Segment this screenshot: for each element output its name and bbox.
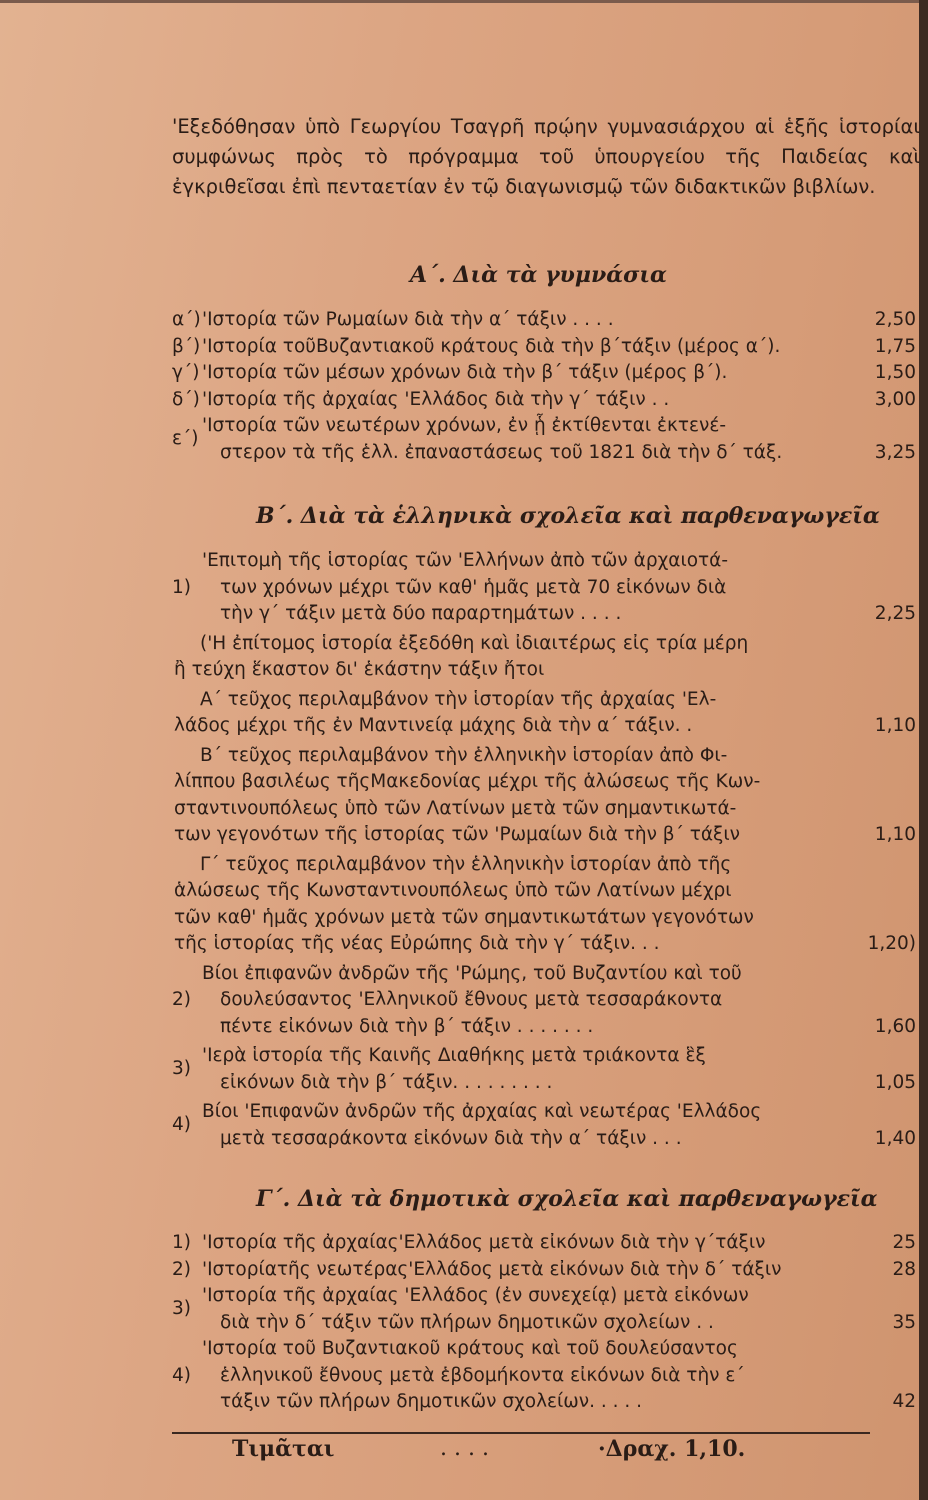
item-text-line: ἁλώσεως τῆς Κωνσταντινουπόλεως ὑπὸ τῶν Λατίνων μέχρι — [174, 880, 732, 901]
item-text-line: τῆς ἱστορίας τῆς νέας Εὐρώπης διὰ τὴν γ΄ τάξιν. . . — [174, 933, 660, 954]
item-text-line: διὰ τὴν δ΄ τάξιν τῶν πλήρων δημοτικῶν σχολείων . . — [220, 1311, 714, 1333]
item-text-line: Γ΄ τεῦχος περιλαμβάνον τὴν ἑλληνικὴν ἱστορίαν ἀπὸ τῆς — [200, 853, 732, 875]
list-item — [172, 854, 916, 960]
item-price: 3,00 — [874, 388, 916, 410]
item-price: 2,50 — [874, 309, 916, 330]
item-text-line: δουλεύσαντος 'Ελληνικοῦ ἔθνους μετὰ τεσσαράκοντα — [220, 989, 723, 1010]
item-text-line: των γεγονότων τῆς ἱστορίας τῶν 'Ρωμαίων διὰ τὴν β΄ τάξιν — [174, 824, 740, 845]
list-item — [172, 362, 916, 389]
item-text-line: των χρόνων μέχρι τῶν καθ' ἡμᾶς μετὰ 70 εἰκόνων διὰ — [220, 576, 727, 598]
list-item — [172, 745, 916, 851]
item-text-line: 'Ιστορία τῆς ἀρχαίας'Ελλάδος μετὰ εἰκόνων διὰ τὴν γ΄τάξιν — [202, 1232, 766, 1253]
item-text-line: ('Η ἐπίτομος ἱστορία ἐξεδόθη καὶ ἰδιαιτέρως εἰς τρία μέρη — [200, 632, 749, 654]
list-item — [172, 309, 916, 336]
item-text-line: Βίοι ἐπιφανῶν ἀνδρῶν τῆς 'Ρώμης, τοῦ Βυζαντίου καὶ τοῦ — [202, 962, 742, 984]
item-text-line: τάξιν τῶν πλήρων δημοτικῶν σχολείων. . . . . — [220, 1391, 643, 1412]
item-text-line: λάδος μέχρι τῆς ἐν Μαντινείᾳ μάχης διὰ τὴν α΄ τάξιν. . — [174, 715, 693, 736]
item-text-line: Β΄ τεῦχος περιλαμβάνον τὴν ἑλληνικὴν ἱστορίαν ἀπὸ Φι- — [200, 744, 728, 766]
list-item — [172, 1338, 916, 1418]
list-item — [172, 633, 916, 686]
item-text-line: τὴν γ΄ τάξιν μετὰ δύο παραρτημάτων . . . . — [220, 603, 622, 624]
item-text-line: 'Ιστορία τῆς ἀρχαίας 'Ελλάδος διὰ τὴν γ΄ τάξιν . . — [202, 388, 670, 410]
item-price: 28 — [892, 1258, 916, 1280]
item-number: 2) — [172, 989, 191, 1010]
item-text-line: λίππου βασιλέως τῆςΜακεδονίας μέχρι τῆς ἁλώσεως τῆς Κων- — [174, 771, 761, 792]
item-price: 1,50 — [874, 362, 916, 383]
item-number: 2) — [172, 1258, 191, 1280]
item-price: 25 — [892, 1232, 916, 1253]
top-rule — [0, 0, 928, 3]
item-number: δ΄) — [172, 388, 200, 410]
item-text-line: 'Ιστορία τῶν Ρωμαίων διὰ τὴν α΄ τάξιν . . . . — [202, 309, 614, 330]
item-price: 1,10 — [874, 824, 916, 845]
item-text-line: 'Επιτομὴ τῆς ἱστορίας τῶν 'Ελλήνων ἀπὸ τῶν ἀρχαιοτά- — [202, 550, 729, 571]
item-price: 1,75 — [874, 335, 916, 357]
list-item — [172, 336, 916, 363]
list-item — [172, 689, 916, 742]
item-price: 1,10 — [874, 715, 916, 736]
item-price: 3,25 — [874, 441, 916, 463]
item-number: α΄) — [172, 309, 201, 330]
item-price: 35 — [892, 1311, 916, 1333]
item-number: ε΄) — [172, 428, 199, 450]
section-c-title: Γ΄. Διὰ τὰ δημοτικὰ σχολεῖα καὶ παρθεναγωγεῖα — [256, 1186, 878, 1212]
list-item — [172, 1045, 916, 1098]
item-number: 1) — [172, 576, 191, 598]
item-number: 3) — [172, 1058, 191, 1080]
item-text-line: Α΄ τεῦχος περιλαμβάνον τὴν ἱστορίαν τῆς ἀρχαίας 'Ελ- — [200, 688, 717, 710]
item-text-line: μετὰ τεσσαράκοντα εἰκόνων διὰ τὴν α΄ τάξιν . . . — [220, 1127, 682, 1149]
item-number: 3) — [172, 1298, 191, 1320]
list-item — [172, 1232, 916, 1259]
list-item — [172, 1259, 916, 1286]
item-price: 2,25 — [874, 603, 916, 624]
item-price: 1,05 — [874, 1071, 916, 1093]
item-text-line: 'Ιερὰ ἱστορία τῆς Καινῆς Διαθήκης μετὰ τριάκοντα ἓξ — [202, 1045, 706, 1066]
item-price: 1,40 — [874, 1127, 916, 1149]
item-text-line: εἰκόνων διὰ τὴν β΄ τάξιν. . . . . . . . . — [220, 1071, 553, 1093]
intro-paragraph: 'Εξεδόθησαν ὑπὸ Γεωργίου Τσαγρῆ πρῴην γυμνασιάρχου αἱ ἑξῆς ἱστορίαι συμφώνως πρὸς τὸ πρόγραμμα τοῦ ὑπουργείου τῆς Παιδείας καὶ ἐγκριθεῖσαι ἐπὶ πενταετίαν ἐν τῷ διαγωνισμῷ τῶν διδακτικῶν βιβλίων. — [172, 115, 920, 198]
item-text-line: 'Ιστορία τῆς ἀρχαίας 'Ελλάδος (ἐν συνεχείᾳ) μετὰ εἰκόνων — [202, 1285, 749, 1306]
item-text-line: ἢ τεύχη ἕκαστον δι' ἑκάστην τάξιν ἤτοι — [174, 659, 545, 680]
item-text-line: Βίοι 'Επιφανῶν ἀνδρῶν τῆς ἀρχαίας καὶ νεωτέρας 'Ελλάδος — [202, 1101, 762, 1122]
item-text-line: 'Ιστορία τοῦΒυζαντιακοῦ κράτους διὰ τὴν β΄τάξιν (μέρος α΄). — [202, 335, 781, 357]
list-item — [172, 389, 916, 416]
price-value: ·Δραχ. 1,10. — [598, 1436, 746, 1462]
item-text-line: 'Ιστορία τοῦ Βυζαντιακοῦ κράτους καὶ τοῦ δουλεύσαντος — [202, 1338, 738, 1359]
section-a-title: Α΄. Διὰ τὰ γυμνάσια — [410, 262, 667, 288]
section-b-title: Β΄. Διὰ τὰ ἑλληνικὰ σχολεῖα καὶ παρθεναγωγεῖα — [256, 503, 880, 529]
item-text-line: ἑλληνικοῦ ἔθνους μετὰ ἑβδομήκοντα εἰκόνων διὰ τὴν ε΄ — [220, 1364, 745, 1386]
bottom-rule — [172, 1432, 870, 1434]
item-text-line: 'Ιστορίατῆς νεωτέρας'Ελλάδος μετὰ εἰκόνων διὰ τὴν δ΄ τάξιν — [202, 1258, 782, 1280]
price-dots: . . . . — [440, 1436, 489, 1461]
item-number: 4) — [172, 1364, 191, 1386]
item-text-line: στερον τὰ τῆς ἑλλ. ἐπαναστάσεως τοῦ 1821 διὰ τὴν δ΄ τάξ. — [220, 441, 783, 463]
item-number: γ΄) — [172, 362, 200, 383]
item-text-line: 'Ιστορία τῶν μέσων χρόνων διὰ τὴν β΄ τάξιν (μέρος β΄). — [202, 362, 728, 383]
list-item — [172, 1101, 916, 1154]
item-number: 4) — [172, 1114, 191, 1136]
item-text-line: σταντινουπόλεως ὑπὸ τῶν Λατίνων μετὰ τῶν σημαντικωτά- — [174, 797, 737, 819]
item-text-line: τῶν καθ' ἡμᾶς χρόνων μετὰ τῶν σημαντικωτάτων γεγονότων — [174, 906, 754, 928]
item-price: 1,60 — [874, 1015, 916, 1037]
item-text-line: πέντε εἰκόνων διὰ τὴν β΄ τάξιν . . . . . . . — [220, 1015, 594, 1037]
page-edge — [919, 0, 928, 1500]
item-price: 1,20) — [867, 933, 916, 954]
price-label: Τιμᾶται — [232, 1436, 335, 1462]
item-number: β΄) — [172, 335, 201, 357]
list-item — [172, 415, 916, 468]
item-text-line: 'Ιστορία τῶν νεωτέρων χρόνων, ἐν ᾗ ἐκτίθενται ἐκτενέ- — [202, 415, 727, 436]
list-item — [172, 1285, 916, 1338]
list-item — [172, 963, 916, 1043]
list-item — [172, 550, 916, 630]
item-price: 42 — [892, 1391, 916, 1412]
item-number: 1) — [172, 1232, 191, 1253]
